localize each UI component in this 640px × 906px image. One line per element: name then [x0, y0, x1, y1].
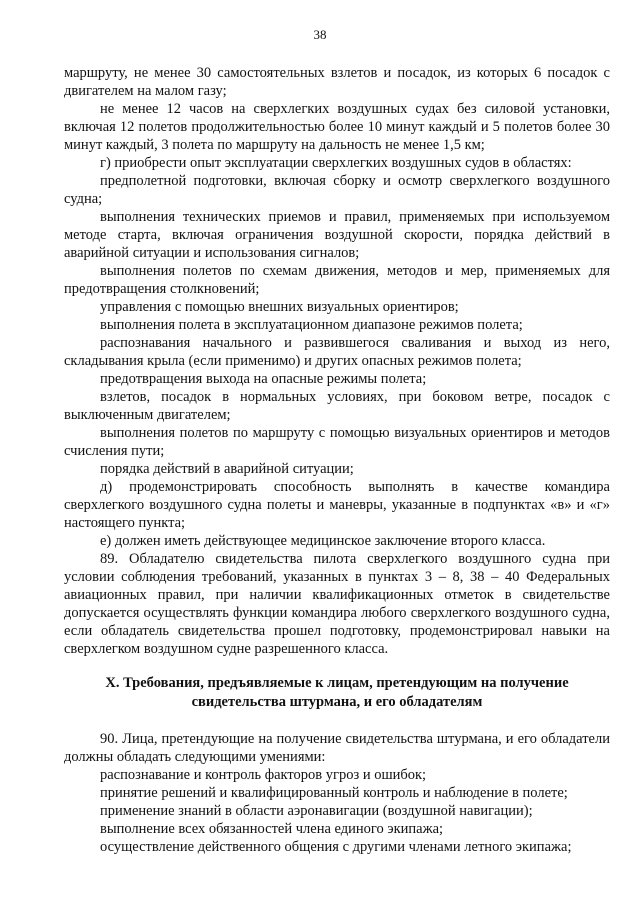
paragraph: маршруту, не менее 30 самостоятельных взлетов и посадок, из которых 6 посадок с двигателем на малом газу; — [64, 65, 610, 99]
paragraph: г) приобрести опыт эксплуатации сверхлегких воздушных судов в областях: — [100, 155, 572, 171]
paragraph: распознавание и контроль факторов угроз и ошибок; — [100, 767, 427, 783]
paragraph: выполнения технических приемов и правил, применяемых при используемом методе старта, включая ограничения воздушной скорости, порядка действий в аварийной ситуации и использования сигналов; — [64, 209, 610, 261]
paragraph: взлетов, посадок в нормальных условиях, при боковом ветре, посадок с выключенным двигателем; — [64, 389, 610, 423]
paragraph: выполнения полетов по маршруту с помощью визуальных ориентиров и методов счисления пути; — [64, 425, 610, 459]
paragraph: предполетной подготовки, включая сборку и осмотр сверхлегкого воздушного судна; — [64, 173, 610, 207]
paragraph: порядка действий в аварийной ситуации; — [100, 461, 354, 477]
paragraph: выполнение всех обязанностей члена единого экипажа; — [100, 821, 444, 837]
paragraph: принятие решений и квалифицированный контроль и наблюдение в полете; — [100, 785, 568, 801]
paragraph: выполнения полета в эксплуатационном диапазоне режимов полета; — [100, 317, 523, 333]
section-heading-line1: X. Требования, предъявляемые к лицам, претендующим на получение — [105, 675, 569, 691]
paragraph: применение знаний в области аэронавигации (воздушной навигации); — [100, 803, 533, 819]
paragraph: 90. Лица, претендующие на получение свидетельства штурмана, и его обладатели должны обладать следующими умениями: — [64, 731, 610, 765]
paragraph: 89. Обладателю свидетельства пилота сверхлегкого воздушного судна при условии соблюдения требований, указанных в пунктах 3 – 8, 38 – 40 Федеральных авиационных правил, при наличии квалификационных отметок в свидетельстве допускается осуществлять функции командира любого сверхлегкого воздушного судна, если обладатель свидетельства прошел подготовку, продемонстрировал навыки на сверхлегком воздушном судне разрешенного класса. — [64, 551, 610, 657]
document-body — [64, 64, 610, 856]
paragraph: осуществление действенного общения с другими членами летного экипажа; — [100, 839, 572, 855]
paragraph: е) должен иметь действующее медицинское заключение второго класса. — [100, 533, 546, 549]
paragraph: предотвращения выхода на опасные режимы полета; — [100, 371, 427, 387]
section-heading-line2: свидетельства штурмана, и его обладателям — [191, 694, 483, 710]
page-number: 38 — [313, 27, 327, 42]
paragraph: выполнения полетов по схемам движения, методов и мер, применяемых для предотвращения столкновений; — [64, 263, 610, 297]
paragraph: распознавания начального и развившегося сваливания и выход из него, складывания крыла (если применимо) и других опасных режимов полета; — [64, 335, 610, 369]
paragraph: д) продемонстрировать способность выполнять в качестве командира сверхлегкого воздушного судна полеты и маневры, указанные в подпунктах «в» и «г» настоящего пункта; — [64, 479, 610, 531]
paragraph: управления с помощью внешних визуальных ориентиров; — [100, 299, 459, 315]
section-heading — [64, 674, 610, 712]
paragraph: не менее 12 часов на сверхлегких воздушных судах без силовой установки, включая 12 полетов продолжительностью более 10 минут каждый и 5 полетов более 30 минут каждый, 3 полета по маршруту на дальность не менее 1,5 км; — [64, 101, 610, 153]
